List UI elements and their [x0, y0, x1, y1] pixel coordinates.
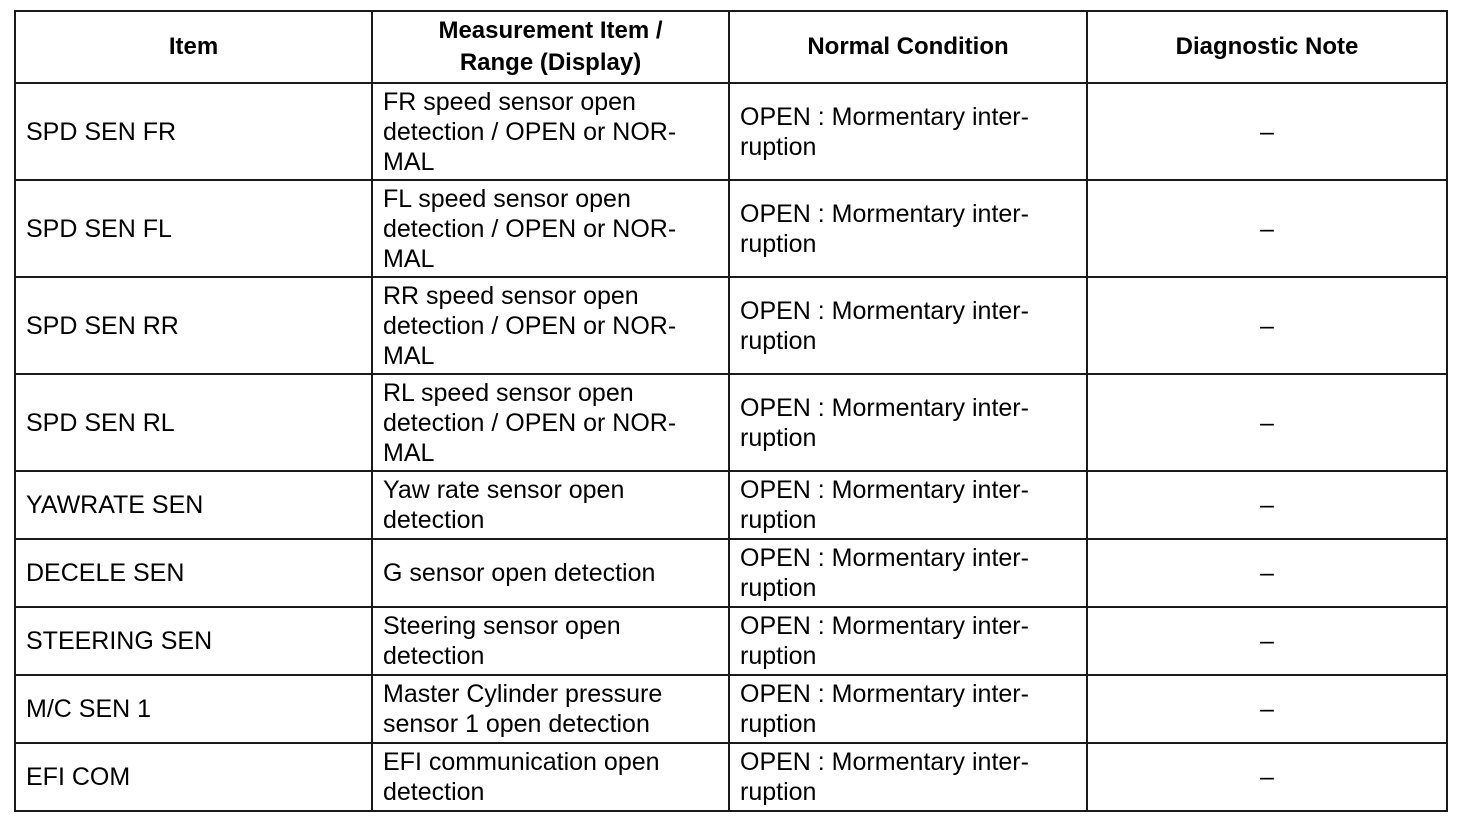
- table-row: [15, 539, 1447, 607]
- cell-diagnostic-note: –: [1087, 471, 1447, 539]
- normal-line: OPEN : Mormentary inter-: [740, 544, 1029, 572]
- header-measurement-line1: Measurement Item /: [438, 17, 663, 44]
- cell-diagnostic-note: –: [1087, 743, 1447, 811]
- header-normal-label: Normal Condition: [807, 33, 1009, 60]
- cell-measurement: [372, 471, 729, 539]
- normal-line: ruption: [740, 642, 817, 670]
- table-row: [15, 743, 1447, 811]
- measurement-line: detection / OPEN or NOR-: [383, 311, 677, 340]
- cell-measurement: [372, 277, 729, 374]
- header-normal-condition: [729, 11, 1087, 83]
- cell-item: YAWRATE SEN: [15, 471, 372, 539]
- cell-measurement: [372, 743, 729, 811]
- measurement-line: detection / OPEN or NOR-: [383, 214, 677, 243]
- normal-line: OPEN : Mormentary inter-: [740, 612, 1029, 640]
- cell-diagnostic-note: –: [1087, 277, 1447, 374]
- measurement-line: detection / OPEN or NOR-: [383, 117, 677, 146]
- table-row: [15, 277, 1447, 374]
- normal-line: ruption: [740, 574, 817, 602]
- normal-line: OPEN : Mormentary inter-: [740, 199, 1029, 228]
- header-item: [15, 11, 372, 83]
- normal-line: OPEN : Mormentary inter-: [740, 393, 1029, 422]
- table-row: [15, 675, 1447, 743]
- normal-line: ruption: [740, 326, 817, 355]
- measurement-line: Steering sensor open: [383, 612, 621, 640]
- cell-measurement: [372, 539, 729, 607]
- measurement-line: detection: [383, 778, 485, 806]
- cell-normal-condition: [729, 675, 1087, 743]
- diagnostic-data-table: [14, 10, 1448, 812]
- measurement-line: Master Cylinder pressure: [383, 680, 663, 708]
- measurement-line: detection / OPEN or NOR-: [383, 408, 677, 437]
- cell-normal-condition: [729, 743, 1087, 811]
- normal-line: OPEN : Mormentary inter-: [740, 680, 1029, 708]
- normal-line: ruption: [740, 506, 817, 534]
- measurement-line: MAL: [383, 438, 435, 467]
- cell-diagnostic-note: –: [1087, 180, 1447, 277]
- measurement-line: detection: [383, 506, 485, 534]
- normal-line: OPEN : Mormentary inter-: [740, 476, 1029, 504]
- normal-line: ruption: [740, 229, 817, 258]
- normal-line: ruption: [740, 423, 817, 452]
- table-row: [15, 607, 1447, 675]
- header-measurement: [372, 11, 729, 83]
- cell-item: STEERING SEN: [15, 607, 372, 675]
- normal-line: ruption: [740, 778, 817, 806]
- cell-measurement: [372, 83, 729, 180]
- cell-diagnostic-note: –: [1087, 374, 1447, 471]
- table-row: [15, 374, 1447, 471]
- header-item-label: Item: [168, 33, 219, 60]
- cell-item: M/C SEN 1: [15, 675, 372, 743]
- cell-measurement: [372, 374, 729, 471]
- cell-normal-condition: [729, 471, 1087, 539]
- cell-item: DECELE SEN: [15, 539, 372, 607]
- cell-measurement: [372, 675, 729, 743]
- table-row: [15, 180, 1447, 277]
- header-diagnostic-note: [1087, 11, 1447, 83]
- measurement-line: RL speed sensor open: [383, 378, 634, 407]
- cell-diagnostic-note: –: [1087, 675, 1447, 743]
- normal-line: ruption: [740, 710, 817, 738]
- cell-measurement: [372, 180, 729, 277]
- measurement-line: EFI communication open: [383, 748, 660, 776]
- cell-measurement: [372, 607, 729, 675]
- cell-item: EFI COM: [15, 743, 372, 811]
- cell-item: SPD SEN RR: [15, 277, 372, 374]
- cell-item: SPD SEN FR: [15, 83, 372, 180]
- measurement-line: detection: [383, 642, 485, 670]
- cell-normal-condition: [729, 277, 1087, 374]
- cell-normal-condition: [729, 374, 1087, 471]
- measurement-line: FL speed sensor open: [383, 184, 631, 213]
- measurement-line: Yaw rate sensor open: [383, 476, 625, 504]
- cell-item: SPD SEN FL: [15, 180, 372, 277]
- measurement-line: sensor 1 open detection: [383, 710, 650, 738]
- normal-line: OPEN : Mormentary inter-: [740, 748, 1029, 776]
- measurement-line: MAL: [383, 147, 435, 176]
- measurement-line: FR speed sensor open: [383, 87, 636, 116]
- header-measurement-line2: Range (Display): [459, 49, 642, 76]
- cell-normal-condition: [729, 607, 1087, 675]
- header-note-label: Diagnostic Note: [1175, 33, 1359, 60]
- cell-diagnostic-note: –: [1087, 83, 1447, 180]
- table-row: [15, 83, 1447, 180]
- cell-diagnostic-note: –: [1087, 539, 1447, 607]
- cell-normal-condition: [729, 539, 1087, 607]
- normal-line: OPEN : Mormentary inter-: [740, 296, 1029, 325]
- cell-normal-condition: [729, 83, 1087, 180]
- measurement-line: MAL: [383, 341, 435, 370]
- table-row: [15, 471, 1447, 539]
- measurement-line: G sensor open detection: [383, 559, 656, 587]
- measurement-line: MAL: [383, 244, 435, 273]
- table-header-row: [15, 11, 1447, 83]
- cell-item: SPD SEN RL: [15, 374, 372, 471]
- normal-line: ruption: [740, 132, 817, 161]
- normal-line: OPEN : Mormentary inter-: [740, 102, 1029, 131]
- measurement-line: RR speed sensor open: [383, 281, 639, 310]
- cell-normal-condition: [729, 180, 1087, 277]
- cell-diagnostic-note: –: [1087, 607, 1447, 675]
